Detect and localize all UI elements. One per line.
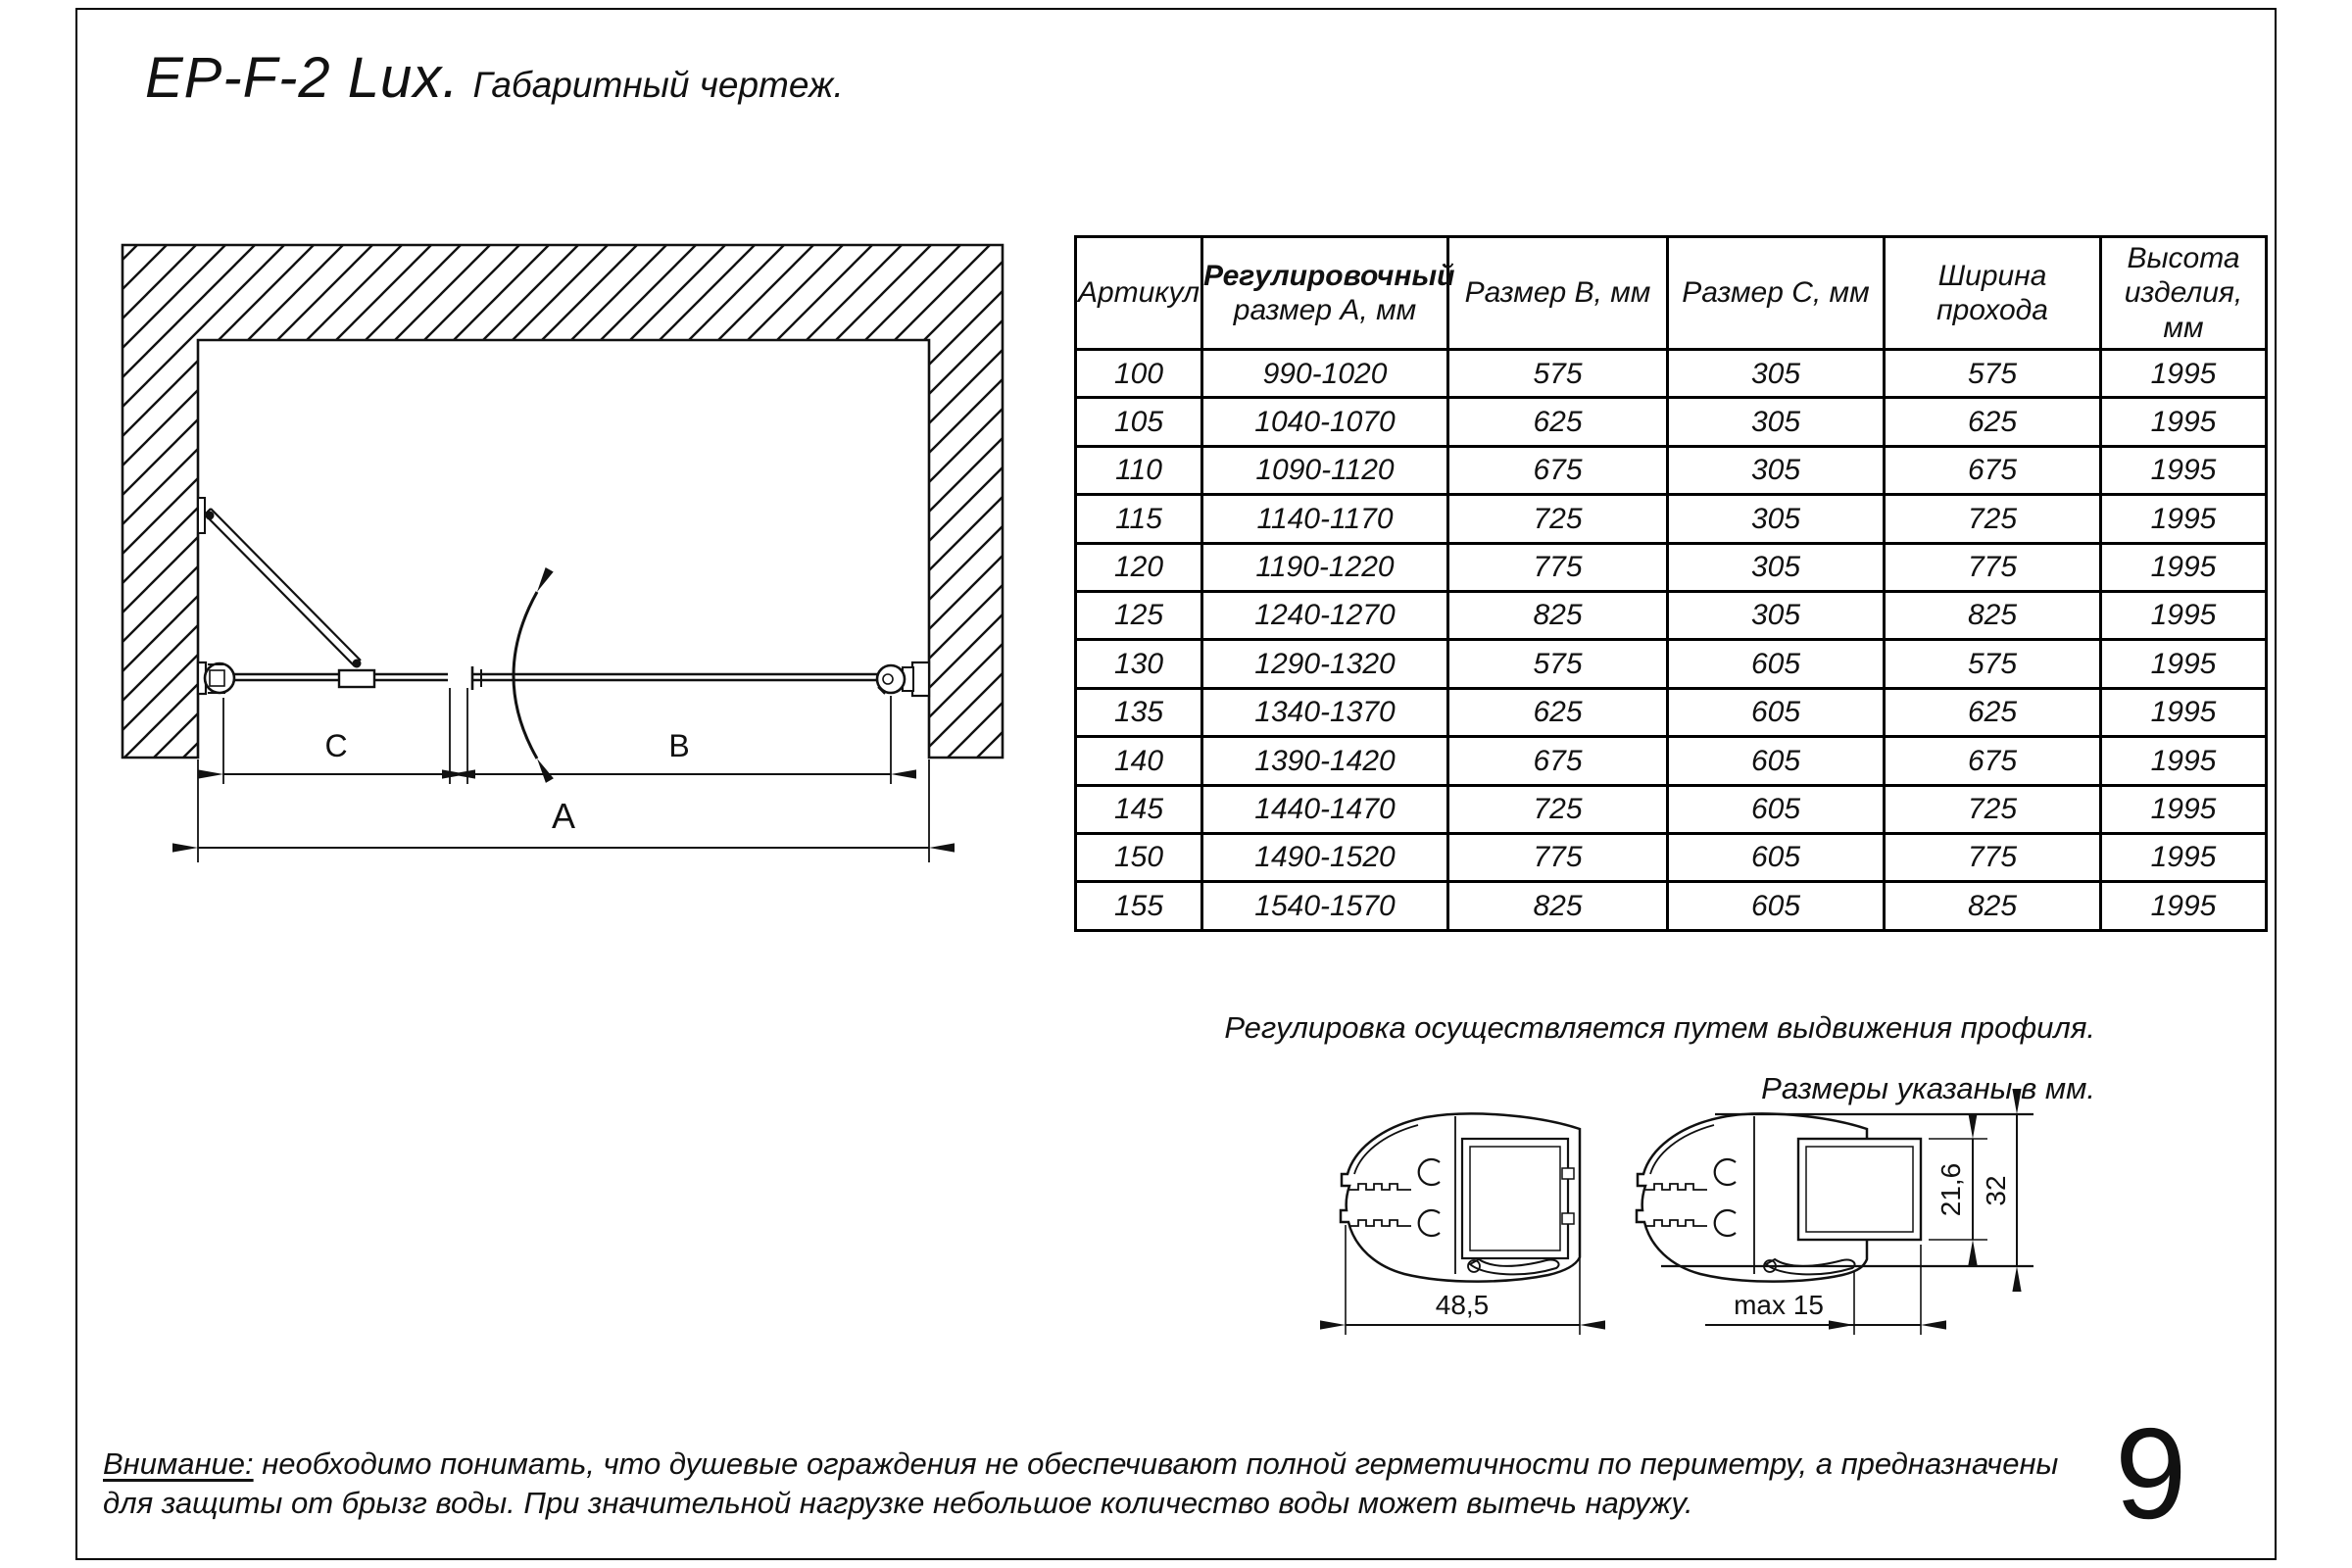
table-cell: 1995 [2101,350,2267,398]
table-cell: 145 [1076,785,1202,833]
table-cell: 110 [1076,446,1202,494]
profile-section-closed [1341,1113,1580,1335]
table-cell: 1090-1120 [1202,446,1448,494]
table-cell: 605 [1668,688,1885,736]
note-line-2: Размеры указаны в мм. [1761,1071,2095,1105]
warning-text [103,1445,2063,1523]
extension-bar [1798,1139,1921,1240]
table-cell: 155 [1076,882,1202,930]
col-size-c: Размер С, мм [1668,237,1885,350]
table-cell: 825 [1448,591,1668,639]
model-name: EP-F-2 Lux. [145,46,460,110]
table-cell: 140 [1076,737,1202,785]
table-cell: 575 [1885,640,2101,688]
support-bar [198,498,362,668]
right-wall-profile [877,662,929,696]
table-cell: 625 [1885,688,2101,736]
table-cell: 1190-1220 [1202,543,1448,591]
table-cell: 115 [1076,495,1202,543]
table-row [1076,640,2267,688]
dim-32-label: 32 [1981,1175,2011,1206]
table-row [1076,350,2267,398]
table-cell: 305 [1668,446,1885,494]
table-cell: 1995 [2101,591,2267,639]
table-cell: 1995 [2101,688,2267,736]
table-cell: 1995 [2101,446,2267,494]
page-title [145,45,844,111]
dim-21-6-label: 21,6 [1936,1162,1966,1217]
table-cell: 1995 [2101,543,2267,591]
support-bracket [339,670,374,687]
table-cell: 625 [1448,398,1668,446]
table-cell: 1290-1320 [1202,640,1448,688]
adjustment-notes [1224,998,2095,1119]
warning-label: Внимание: [103,1446,254,1481]
dim-48-5-label: 48,5 [1435,1290,1490,1320]
table-cell: 625 [1448,688,1668,736]
table-cell: 725 [1448,495,1668,543]
table-cell: 775 [1885,833,2101,881]
table-row [1076,833,2267,881]
table-cell: 825 [1885,591,2101,639]
table-cell: 625 [1885,398,2101,446]
table-row [1076,882,2267,930]
table-row [1076,591,2267,639]
table-cell: 1490-1520 [1202,833,1448,881]
dimension-c [223,688,450,784]
table-row [1076,446,2267,494]
warning-line-2: для защиты от брызг воды. При значительной нагрузке небольшое количество воды может вытечь наружу. [103,1486,1693,1520]
table-cell: 1995 [2101,495,2267,543]
drawing-type-label: Габаритный чертеж. [472,65,844,105]
table-cell: 605 [1668,737,1885,785]
table-cell: 675 [1885,446,2101,494]
table-cell: 305 [1668,543,1885,591]
table-cell: 150 [1076,833,1202,881]
table-row [1076,737,2267,785]
table-row [1076,543,2267,591]
dim-c-label: C [324,728,348,763]
table-cell: 305 [1668,350,1885,398]
dimension-b [467,688,891,784]
size-table [1074,235,2268,932]
table-cell: 575 [1448,640,1668,688]
table-cell: 105 [1076,398,1202,446]
size-table-body [1076,350,2267,931]
table-cell: 825 [1885,882,2101,930]
table-cell: 1040-1070 [1202,398,1448,446]
table-cell: 775 [1448,543,1668,591]
niche-plan-drawing [122,245,1003,862]
table-cell: 305 [1668,591,1885,639]
note-line-1: Регулировка осуществляется путем выдвижения профиля. [1224,1010,2095,1045]
col-height: Высота изделия, мм [2101,237,2267,350]
table-cell: 605 [1668,833,1885,881]
table-cell: 305 [1668,398,1885,446]
door-end-profile [472,666,481,690]
table-cell: 100 [1076,350,1202,398]
dimension-21-6 [1929,1139,1987,1240]
dimension-32 [1981,1114,2017,1266]
col-size-a: Регулировочный размер А, мм [1202,237,1448,350]
table-cell: 1390-1420 [1202,737,1448,785]
table-cell: 1540-1570 [1202,882,1448,930]
table-cell: 135 [1076,688,1202,736]
profile-section-extended [1637,1113,2034,1335]
dimension-a [198,796,929,848]
table-cell: 1995 [2101,398,2267,446]
table-cell: 575 [1885,350,2101,398]
table-cell: 305 [1668,495,1885,543]
table-cell: 605 [1668,882,1885,930]
table-cell: 990-1020 [1202,350,1448,398]
table-cell: 1440-1470 [1202,785,1448,833]
table-row [1076,688,2267,736]
table-cell: 605 [1668,640,1885,688]
table-cell: 675 [1448,737,1668,785]
table-cell: 1995 [2101,640,2267,688]
table-cell: 605 [1668,785,1885,833]
table-row [1076,785,2267,833]
page-number: 9 [2115,1401,2187,1545]
table-cell: 775 [1448,833,1668,881]
table-cell: 725 [1448,785,1668,833]
table-cell: 1995 [2101,882,2267,930]
table-cell: 1995 [2101,737,2267,785]
dim-max-15-label: max 15 [1734,1290,1824,1320]
table-cell: 1340-1370 [1202,688,1448,736]
door-panel-glass [471,674,880,680]
col-pass-width: Ширина прохода [1885,237,2101,350]
table-cell: 675 [1885,737,2101,785]
table-cell: 1995 [2101,785,2267,833]
col-size-b: Размер В, мм [1448,237,1668,350]
size-table-header [1076,237,2267,350]
table-cell: 575 [1448,350,1668,398]
table-cell: 1240-1270 [1202,591,1448,639]
table-cell: 125 [1076,591,1202,639]
col-articul: Артикул [1076,237,1202,350]
table-cell: 675 [1448,446,1668,494]
table-cell: 1140-1170 [1202,495,1448,543]
dim-b-label: B [668,728,690,763]
table-cell: 130 [1076,640,1202,688]
table-row [1076,398,2267,446]
table-cell: 1995 [2101,833,2267,881]
left-wall-profile [198,662,234,694]
table-cell: 725 [1885,785,2101,833]
table-row [1076,495,2267,543]
warning-line-1: Внимание: необходимо понимать, что душевые ограждения не обеспечивают полной герметичности по периметру, а предназначены [103,1446,2059,1481]
table-cell: 120 [1076,543,1202,591]
table-cell: 775 [1885,543,2101,591]
table-cell: 725 [1885,495,2101,543]
table-cell: 825 [1448,882,1668,930]
dim-a-label: A [551,796,576,836]
